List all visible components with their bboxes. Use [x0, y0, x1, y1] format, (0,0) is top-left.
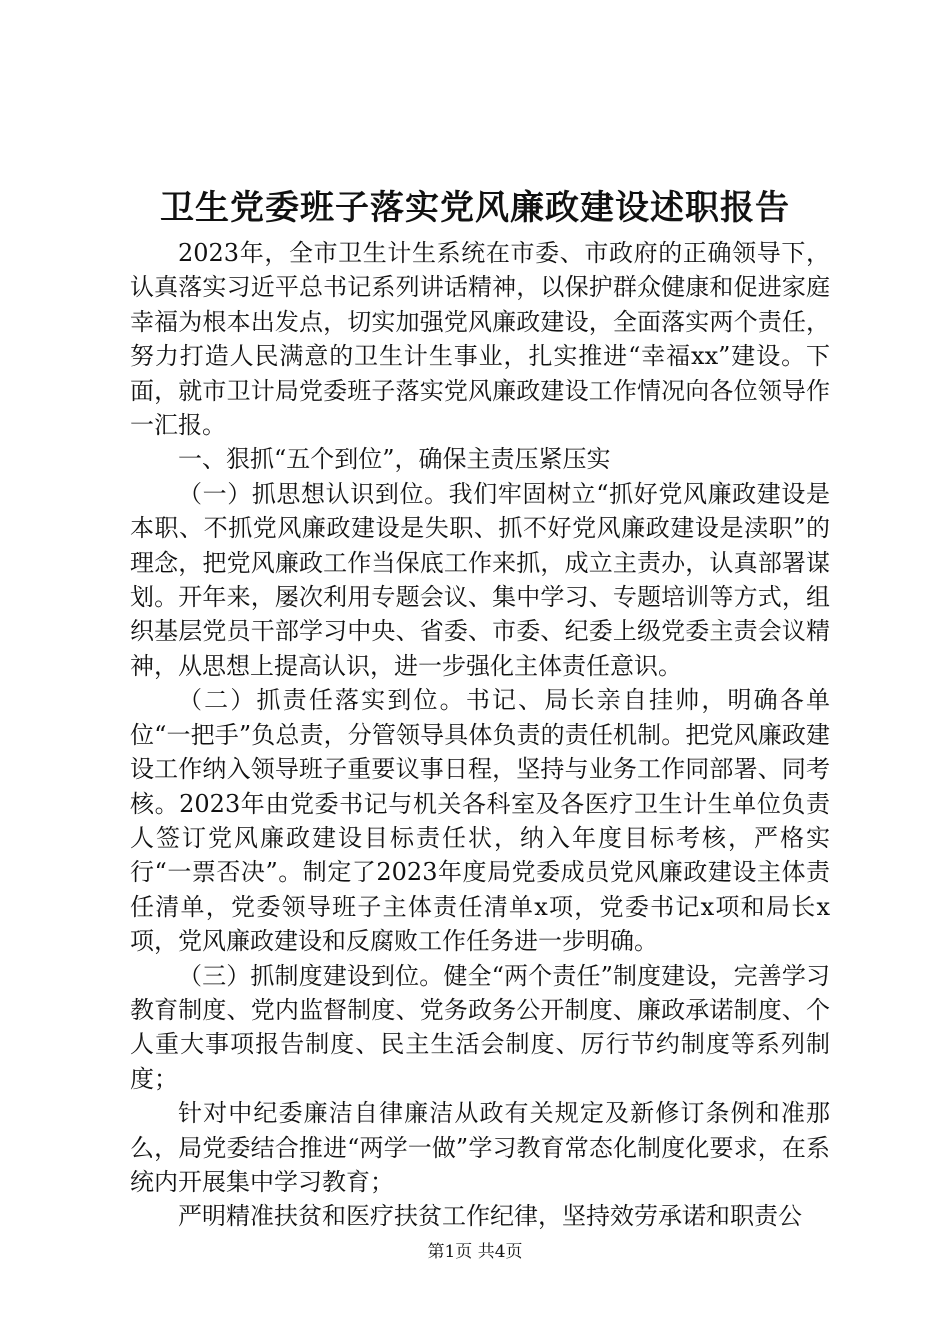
- section-heading-1: 一、狠抓“五个到位”，确保主责压紧压实: [178, 445, 611, 474]
- document-title: 卫生党委班子落实党风廉政建设述职报告: [160, 188, 790, 228]
- paragraph-item-2: （二）抓责任落实到位。书记、局长亲自挂帅，明确各单位“一把手”负总责，分管领导具体负责的责任机制。把党风廉政建设工作纳入领导班子重要议事日程，坚持与业务工作同部署、同考核。2023年由党委书记与机关各科室及各医疗卫生计生单位负责人签订党风廉政建设目标责任状，纳入年度目标考核，严格实行“一票否决”。制定了2023年度局党委成员党风廉政建设主体责任清单，党委领导班子主体责任清单x项，党委书记x项和局长x项，党风廉政建设和反腐败工作任务进一步明确。: [130, 686, 830, 956]
- paragraph-intro: 2023年，全市卫生计生系统在市委、市政府的正确领导下，认真落实习近平总书记系列讲话精神，以保护群众健康和促进家庭幸福为根本出发点，切实加强党风廉政建设，全面落实两个责任，努力打造人民满意的卫生计生事业，扎实推进“幸福xx”建设。下面，就市卫计局党委班子落实党风廉政建设工作情况向各位领导作一汇报。: [130, 239, 830, 440]
- paragraph-item-1: （一）抓思想认识到位。我们牢固树立“抓好党风廉政建设是本职、不抓党风廉政建设是失职、抓不好党风廉政建设是渎职”的理念，把党风廉政工作当保底工作来抓，成立主责办，认真部署谋划。开年来，屡次利用专题会议、集中学习、专题培训等方式，组织基层党员干部学习中央、省委、市委、纪委上级党委主责会议精神，从思想上提高认识，进一步强化主体责任意识。: [130, 479, 830, 680]
- document-body: [130, 236, 830, 1234]
- page-footer: 第1页 共4页: [427, 1242, 523, 1262]
- paragraph-item-3: （三）抓制度建设到位。健全“两个责任”制度建设，完善学习教育制度、党内监督制度、党务政务公开制度、廉政承诺制度、个人重大事项报告制度、民主生活会制度、厉行节约制度等系列制度；: [130, 961, 830, 1093]
- paragraph-study: 针对中纪委廉洁自律廉洁从政有关规定及新修订条例和准那么，局党委结合推进“两学一做”学习教育常态化制度化要求，在系统内开展集中学习教育；: [130, 1099, 830, 1196]
- paragraph-poverty: 严明精准扶贫和医疗扶贫工作纪律，坚持效劳承诺和职责公: [178, 1202, 802, 1231]
